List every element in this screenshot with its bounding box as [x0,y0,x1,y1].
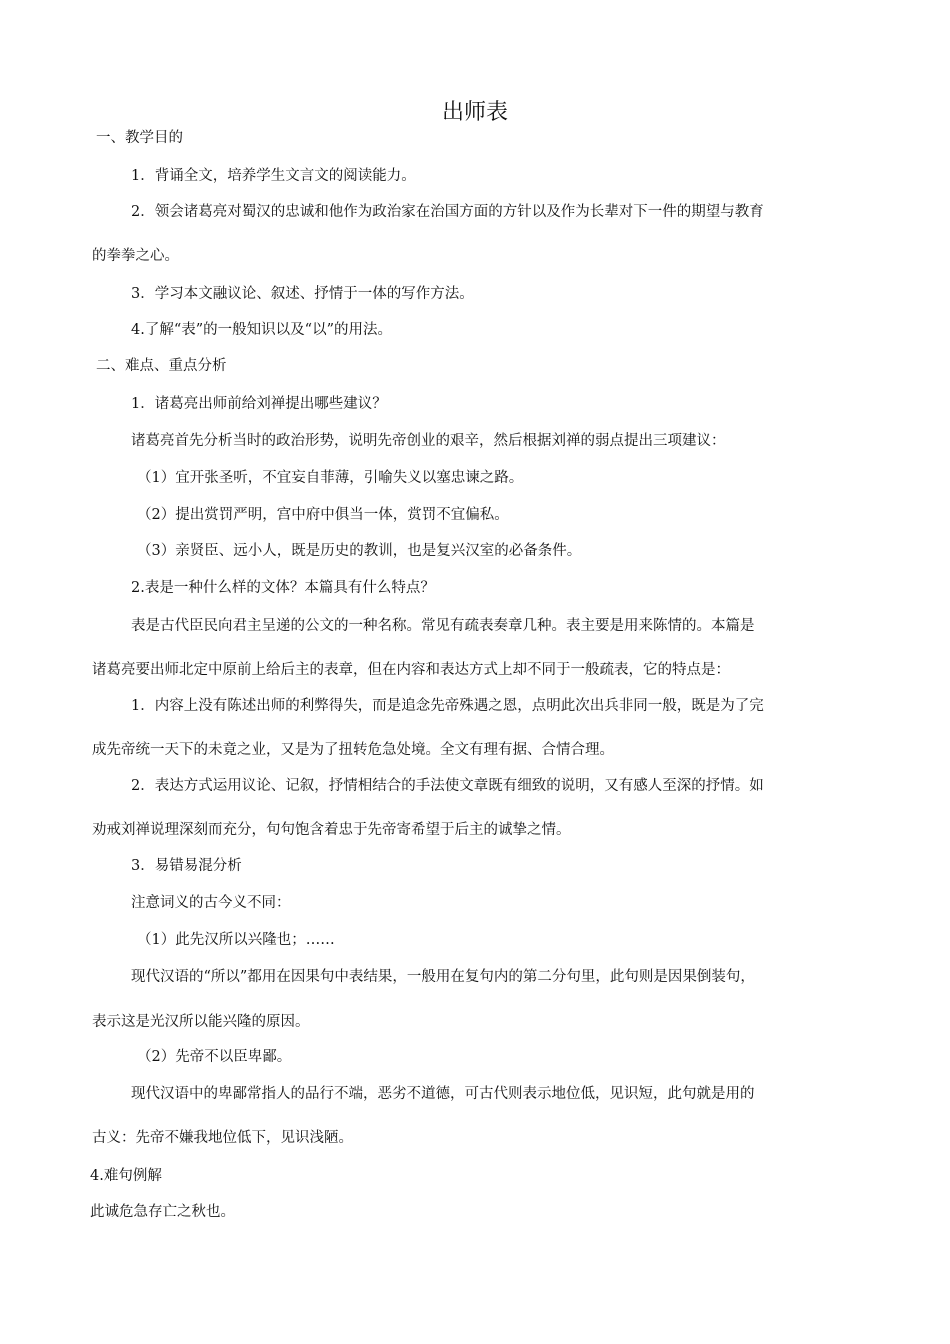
document-title: 出师表 [441,100,508,125]
paragraph-line: （1）宜开张圣听，不宜妄自菲薄，引喻失义以塞忠谏之路。 [137,470,524,486]
paragraph-line: 此诚危急存亡之秋也。 [90,1204,235,1220]
paragraph-line: 表是古代臣民向君主呈递的公文的一种名称。常见有疏表奏章几种。表主要是用来陈情的。本篇是 [131,618,755,634]
paragraph-line: 诸葛亮首先分析当时的政治形势，说明先帝创业的艰辛，然后根据刘禅的弱点提出三项建议： [131,433,726,449]
paragraph-line: 1．诸葛亮出师前给刘禅提出哪些建议？ [131,396,387,412]
paragraph-line: 的拳拳之心。 [92,248,179,264]
paragraph-line: 1．背诵全文，培养学生文言文的阅读能力。 [131,168,416,184]
paragraph-line: 2.表是一种什么样的文体？本篇具有什么特点？ [131,580,435,596]
paragraph-line: 劝戒刘禅说理深刻而充分，句句饱含着忠于先帝寄希望于后主的诚挚之情。 [92,822,571,838]
section-heading-4: 4.难句例解 [90,1168,162,1184]
section-heading-2: 二、难点、重点分析 [96,358,227,374]
paragraph-line: 成先帝统一天下的未竟之业，又是为了扭转危急处境。全文有理有据、合情合理。 [92,742,614,758]
paragraph-line: （3）亲贤臣、远小人，既是历史的教训，也是复兴汉室的必备条件。 [137,543,582,559]
paragraph-line: 古义：先帝不嫌我地位低下，见识浅陋。 [92,1130,353,1146]
paragraph-line: 4.了解“表”的一般知识以及“以”的用法。 [131,322,392,338]
paragraph-line: 注意词义的古今义不同： [131,895,291,911]
paragraph-line: 3．学习本文融议论、叙述、抒情于一体的写作方法。 [131,286,474,302]
paragraph-line: 2．表达方式运用议论、记叙，抒情相结合的手法使文章既有细致的说明，又有感人至深的抒情。如 [131,778,764,794]
paragraph-line: （1）此先汉所以兴隆也；…… [137,932,335,948]
paragraph-line: 表示这是光汉所以能兴隆的原因。 [92,1014,310,1030]
paragraph-line: 2．领会诸葛亮对蜀汉的忠诚和他作为政治家在治国方面的方针以及作为长辈对下一件的期望与教育 [131,204,764,220]
paragraph-line: 现代汉语中的卑鄙常指人的品行不端，恶劣不道德，可古代则表示地位低，见识短，此句就是用的 [131,1086,755,1102]
paragraph-line: （2）提出赏罚严明，宫中府中俱当一体，赏罚不宜偏私。 [137,507,509,523]
section-heading-1: 一、教学目的 [96,130,183,146]
paragraph-line: （2）先帝不以臣卑鄙。 [137,1049,292,1065]
paragraph-line: 诸葛亮要出师北定中原前上给后主的表章，但在内容和表达方式上却不同于一般疏表，它的特点是： [92,662,730,678]
paragraph-line: 1．内容上没有陈述出师的利弊得失，而是追念先帝殊遇之恩，点明此次出兵非同一般，既是为了完 [131,698,764,714]
paragraph-line: 3．易错易混分析 [131,858,242,874]
paragraph-line: 现代汉语的“所以”都用在因果句中表结果，一般用在复句内的第二分句里，此句则是因果倒装句， [131,969,755,985]
